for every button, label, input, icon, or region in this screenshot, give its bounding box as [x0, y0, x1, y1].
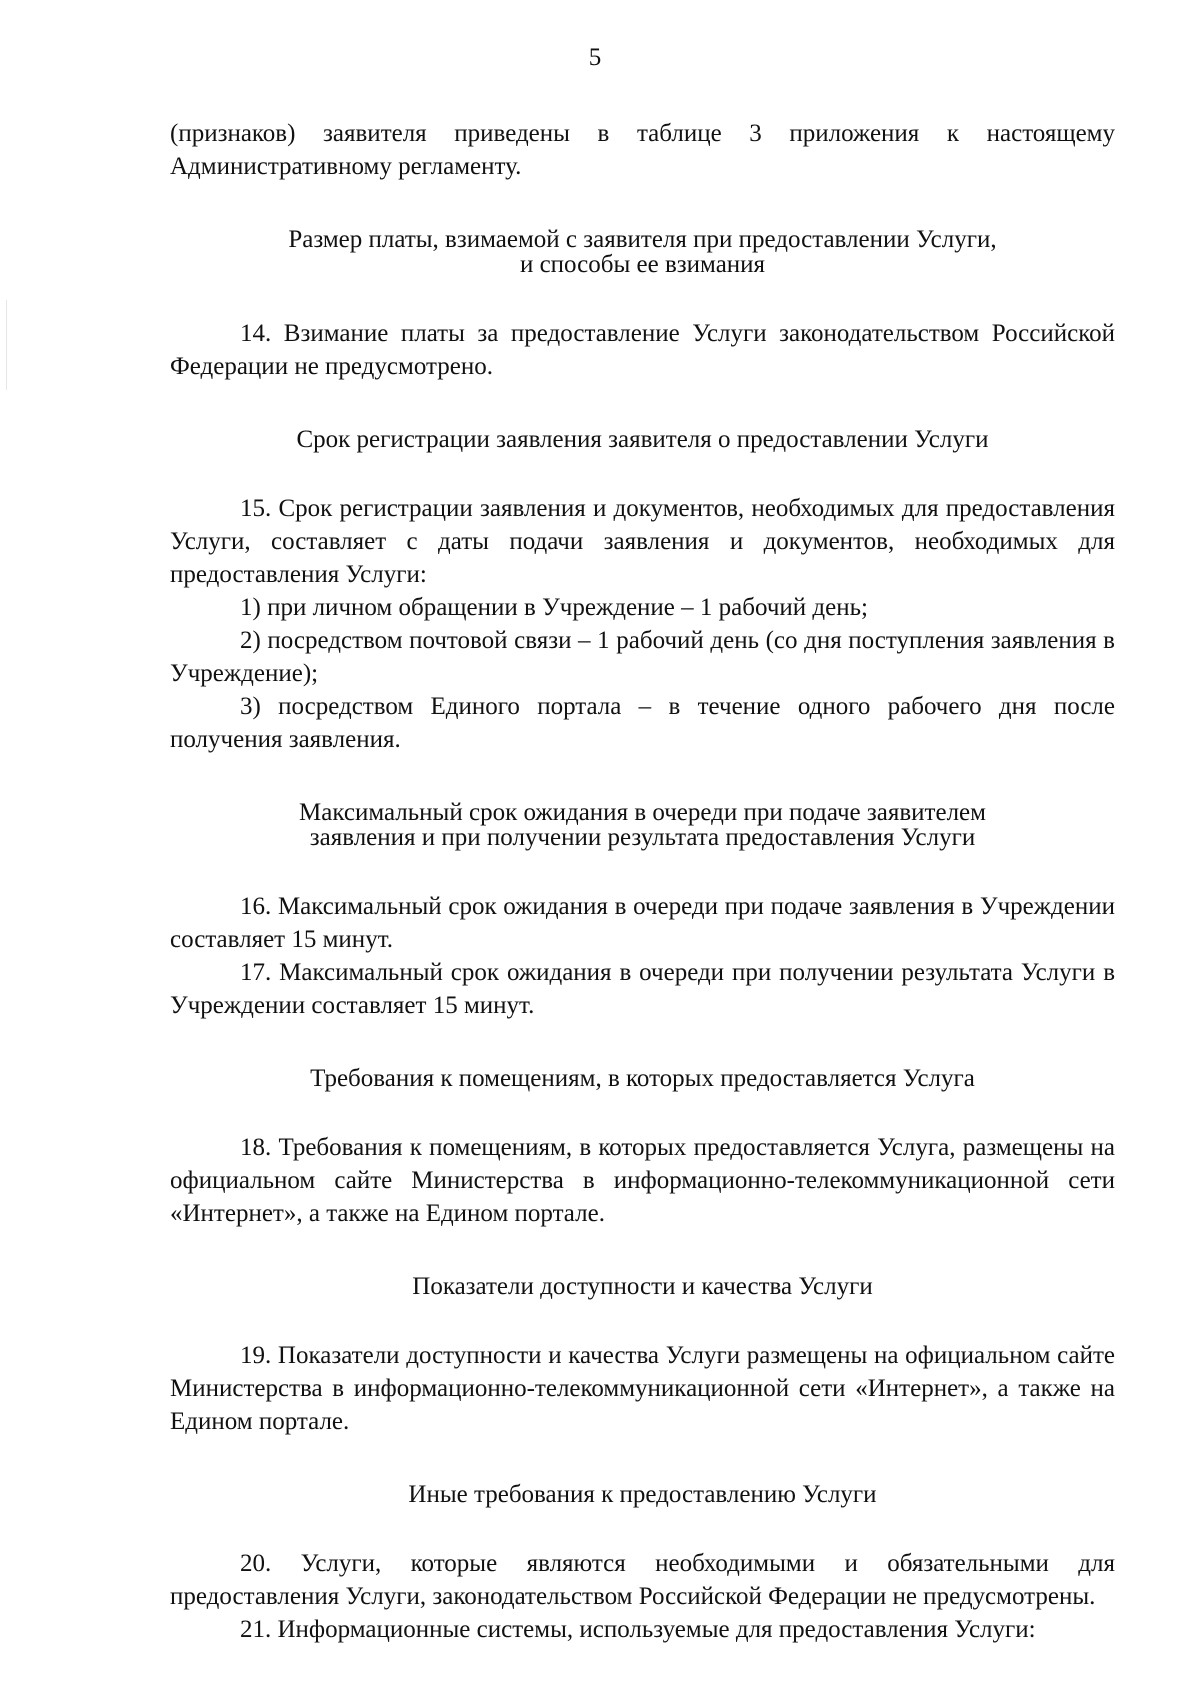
paragraph: 1) при личном обращении в Учреждение – 1 рабочий день; — [240, 594, 868, 621]
section-heading — [170, 1482, 1115, 1507]
section-heading-line: Срок регистрации заявления заявителя о предоставлении Услуги — [296, 426, 989, 453]
section-heading-line: Требования к помещениям, в которых предоставляется Услуга — [310, 1065, 975, 1092]
section-heading — [170, 800, 1115, 850]
paragraph: 16. Максимальный срок ожидания в очереди при подаче заявления в Учреждении составляет 15 минут. — [170, 893, 1115, 953]
section-heading-line: Максимальный срок ожидания в очереди при подаче заявителем — [299, 799, 986, 826]
section-heading-line: Иные требования к предоставлению Услуги — [408, 1481, 877, 1508]
section-heading — [170, 427, 1115, 452]
paragraph: (признаков) заявителя приведены в таблице 3 приложения к настоящему Административному регламенту. — [170, 120, 1115, 180]
document-body — [170, 117, 1115, 1646]
paragraph: 21. Информационные системы, используемые для предоставления Услуги: — [240, 1616, 1036, 1643]
section-heading-line: Размер платы, взимаемой с заявителя при предоставлении Услуги, — [288, 226, 997, 253]
paragraph: 19. Показатели доступности и качества Услуги размещены на официальном сайте Министерства в информационно-телекоммуникационной сети «Интернет», а также на Едином портале. — [170, 1342, 1115, 1435]
section-heading — [170, 1066, 1115, 1091]
section-heading — [170, 1274, 1115, 1299]
section-heading-line: и способы ее взимания — [519, 251, 766, 278]
section-heading-line: Показатели доступности и качества Услуги — [412, 1273, 873, 1300]
scan-edge-mark — [6, 300, 7, 390]
page-number: 5 — [588, 44, 602, 71]
paragraph: 18. Требования к помещениям, в которых предоставляется Услуга, размещены на официальном сайте Министерства в информационно-телекоммуникационной сети «Интернет», а также на Едином портале. — [170, 1134, 1115, 1227]
paragraph: 17. Максимальный срок ожидания в очереди при получении результата Услуги в Учреждении составляет 15 минут. — [170, 959, 1115, 1019]
paragraph: 15. Срок регистрации заявления и документов, необходимых для предоставления Услуги, составляет с даты подачи заявления и документов, необходимых для предоставления Услуги: — [170, 495, 1115, 588]
section-heading — [170, 227, 1115, 277]
paragraph: 14. Взимание платы за предоставление Услуги законодательством Российской Федерации не предусмотрено. — [170, 320, 1115, 380]
paragraph: 20. Услуги, которые являются необходимыми и обязательными для предоставления Услуги, законодательством Российской Федерации не предусмотрены. — [170, 1550, 1115, 1610]
paragraph: 3) посредством Единого портала – в течение одного рабочего дня после получения заявления. — [170, 693, 1115, 753]
paragraph: 2) посредством почтовой связи – 1 рабочий день (со дня поступления заявления в Учреждение); — [170, 627, 1115, 687]
section-heading-line: заявления и при получении результата предоставления Услуги — [309, 824, 976, 851]
